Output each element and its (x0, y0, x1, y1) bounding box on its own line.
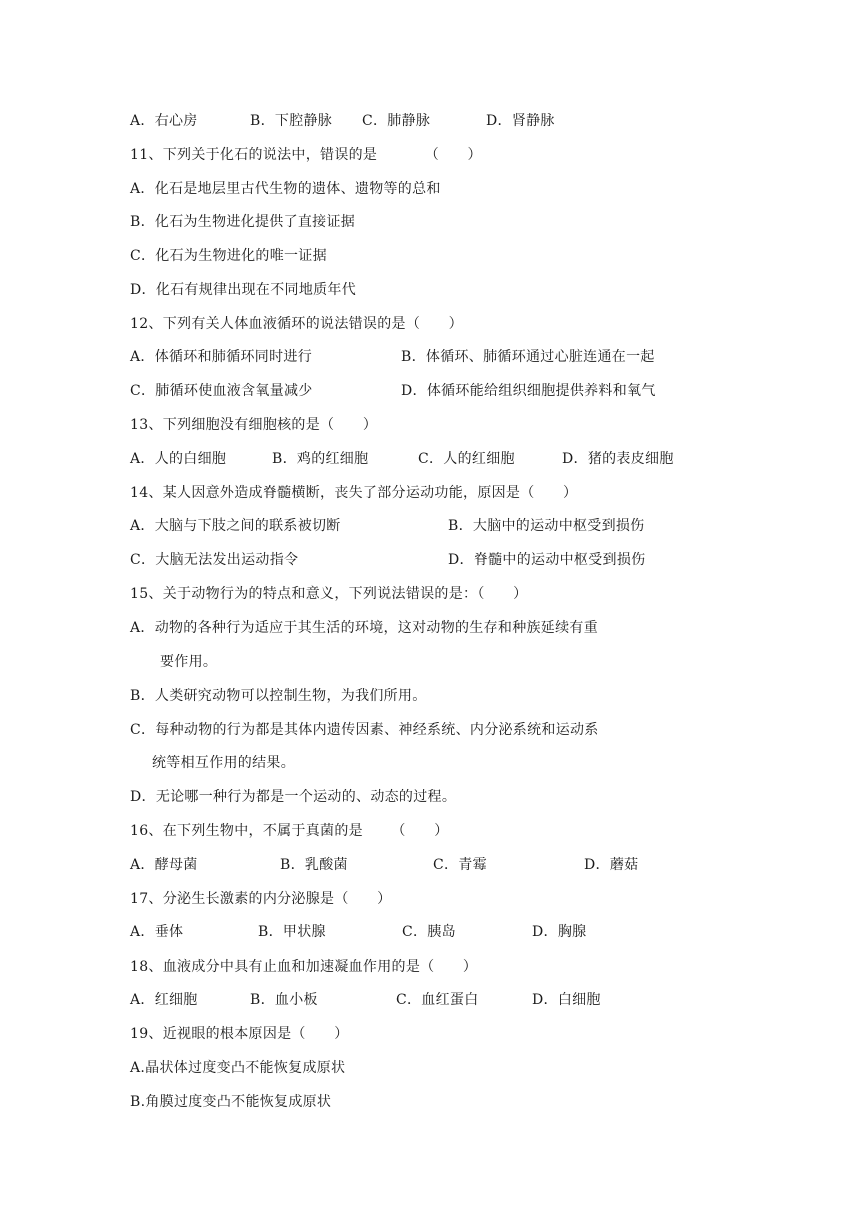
q11-option-b: B．化石为生物进化提供了直接证据 (130, 214, 356, 230)
q13-option-a: A．人的白细胞 (130, 451, 227, 467)
q17-option-d: D．胸腺 (532, 924, 587, 940)
q19-option-a: A.晶状体过度变凸不能恢复成原状 (130, 1060, 346, 1076)
q14-option-a: A．大脑与下肢之间的联系被切断 (130, 518, 341, 534)
q11-option-a: A．化石是地层里古代生物的遗体、遗物等的总和 (130, 181, 441, 197)
q13-option-d: D．猪的表皮细胞 (562, 451, 674, 467)
q14-stem: 14、某人因意外造成脊髓横断，丧失了部分运动功能，原因是（ ） (130, 485, 578, 501)
q19-option-b: B.角膜过度变凸不能恢复成原状 (130, 1094, 332, 1110)
q11-option-d: D．化石有规律出现在不同地质年代 (130, 282, 357, 298)
q15-option-c-line2: 统等相互作用的结果。 (152, 755, 295, 771)
q15-option-d: D．无论哪一种行为都是一个运动的、动态的过程。 (130, 789, 457, 805)
q12-option-d: D．体循环能给组织细胞提供养料和氧气 (401, 383, 656, 399)
q12-stem: 12、下列有关人体血液循环的说法错误的是（ ） (130, 316, 463, 332)
q17-option-a: A．垂体 (130, 924, 184, 940)
q13-stem: 13、下列细胞没有细胞核的是（ ） (130, 417, 378, 433)
q10-option-c: C．肺静脉 (362, 113, 431, 129)
q17-option-c: C．胰岛 (402, 924, 456, 940)
q14-option-d: D．脊髓中的运动中枢受到损伤 (448, 552, 646, 568)
q15-option-b: B．人类研究动物可以控制生物，为我们所用。 (130, 688, 427, 704)
q10-option-b: B．下腔静脉 (250, 113, 333, 129)
q17-option-b: B．甲状腺 (258, 924, 326, 940)
q13-option-c: C．人的红细胞 (418, 451, 515, 467)
q18-option-d: D．白细胞 (532, 992, 601, 1008)
q15-stem: 15、关于动物行为的特点和意义，下列说法错误的是：（ ） (130, 586, 528, 602)
q10-option-d: D．肾静脉 (486, 113, 555, 129)
q14-option-c: C．大脑无法发出运动指令 (130, 552, 299, 568)
q17-stem: 17、分泌生长激素的内分泌腺是（ ） (130, 891, 392, 907)
q13-option-b: B．鸡的红细胞 (272, 451, 369, 467)
q12-option-a: A．体循环和肺循环同时进行 (130, 349, 313, 365)
q16-option-c: C．青霉 (433, 857, 487, 873)
q11-stem: 11、下列关于化石的说法中，错误的是 （ ） (130, 147, 482, 163)
q11-option-c: C．化石为生物进化的唯一证据 (130, 248, 327, 264)
q16-option-d: D．蘑菇 (584, 857, 639, 873)
q12-option-c: C．肺循环使血液含氧量减少 (130, 383, 313, 399)
q15-option-a-line1: A．动物的各种行为适应于其生活的环境，这对动物的生存和种族延续有重 (130, 620, 599, 636)
q18-option-b: B．血小板 (250, 992, 318, 1008)
q15-option-c-line1: C．每种动物的行为都是其体内遗传因素、神经系统、内分泌系统和运动系 (130, 722, 599, 738)
q12-option-b: B．体循环、肺循环通过心脏连通在一起 (401, 349, 655, 365)
q14-option-b: B．大脑中的运动中枢受到损伤 (448, 518, 645, 534)
q16-option-a: A．酵母菌 (130, 857, 198, 873)
q18-option-a: A．红细胞 (130, 992, 198, 1008)
q15-option-a-line2: 要作用。 (160, 654, 218, 670)
q10-option-a: A．右心房 (130, 113, 198, 129)
q19-stem: 19、近视眼的根本原因是（ ） (130, 1026, 349, 1042)
q18-option-c: C．血红蛋白 (396, 992, 479, 1008)
q16-stem: 16、在下列生物中，不属于真菌的是 （ ） (130, 823, 449, 839)
q18-stem: 18、血液成分中具有止血和加速凝血作用的是（ ） (130, 959, 478, 975)
q16-option-b: B．乳酸菌 (280, 857, 348, 873)
